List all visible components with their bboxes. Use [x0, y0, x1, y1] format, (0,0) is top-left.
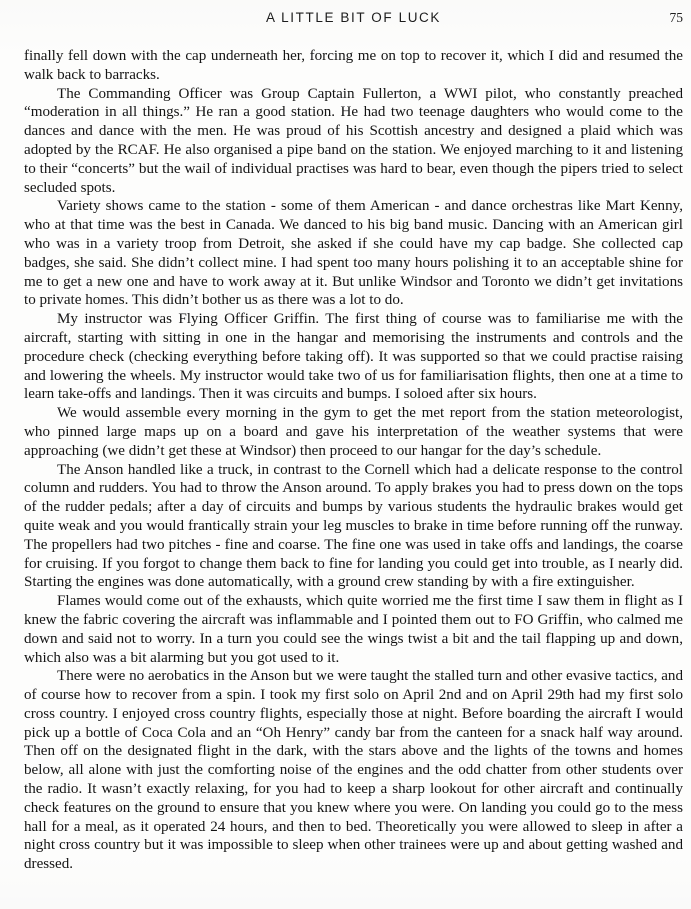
page-body [24, 47, 683, 874]
running-title: A LITTLE BIT OF LUCK [265, 10, 442, 25]
paragraph: Variety shows came to the station - some of them American - and dance orchestras like Mart Kenny, who at that time was the best in Canada. We danced to his big band music. Dancing with an American girl who was in a variety troop from Detroit, she asked if she could have my cap badge. She collected cap badges, she said. She didn’t collect mine. I had spent too many hours polishing it to an acceptable shine for me to get a new one and have to work away at it. But unlike Windsor and Toronto we didn’t get invitations to private homes. This didn’t bother us as there was a lot to do. [24, 198, 683, 309]
paragraph: The Anson handled like a truck, in contrast to the Cornell which had a delicate response to the control column and rudders. You had to throw the Anson around. To apply brakes you had to press down on the tops of the rudder pedals; after a day of circuits and bumps by various students the hydraulic brakes would get quite weak and you would frantically strain your leg muscles to brake in time before running off the runway. The propellers had two pitches - fine and coarse. The fine one was used in take offs and landings, the coarse for cruising. If you forgot to change them back to fine for landing you could get into trouble, as I nearly did. Starting the engines was done automatically, with a ground crew standing by with a fire extinguisher. [24, 461, 683, 591]
paragraph: There were no aerobatics in the Anson but we were taught the stalled turn and other evasive tactics, and of course how to recover from a spin. I took my first solo on April 2nd and on April 29th had my first solo cross country. I enjoyed cross country flights, especially those at night. Before boarding the aircraft I would pick up a bottle of Coca Cola and an “Oh Henry” candy bar from the canteen for a snack half way around. Then off on the designated flight in the dark, with the stars above and the lights of the towns and homes below, all alone with just the comforting noise of the engines and the odd chatter from other students over the radio. It wasn’t exactly relaxing, for you had to keep a sharp lookout for other aircraft and continually check features on the ground to ensure that you knew where you were. On landing you could go to the mess hall for a meal, as it operated 24 hours, and then to bed. Theoretically you were allowed to sleep in after a night cross country but it was impossible to sleep when other trainees were up and about getting washed and dressed. [24, 668, 683, 873]
paragraph: finally fell down with the cap underneath her, forcing me on top to recover it, which I did and resumed the walk back to barracks. [24, 48, 683, 83]
page-number: 75 [669, 10, 683, 25]
page-header [24, 8, 683, 28]
paragraph: We would assemble every morning in the gym to get the met report from the station meteorologist, who pinned large maps up on a board and gave his interpretation of the weather systems that were approaching (we didn’t get these at Windsor) then proceed to our hangar for the day’s schedule. [24, 405, 683, 459]
paragraph: Flames would come out of the exhausts, which quite worried me the first time I saw them in flight as I knew the fabric covering the aircraft was inflammable and I pointed them out to FO Griffin, who calmed me down and said not to worry. In a turn you could see the wings twist a bit and the tail flapping up and down, which also was a bit alarming but you got used to it. [24, 593, 683, 666]
paragraph: My instructor was Flying Officer Griffin. The first thing of course was to familiarise me with the aircraft, starting with sitting in one in the hangar and memorising the instruments and controls and the procedure check (checking everything before taking off). It was supported so that we could practise raising and lowering the wheels. My instructor would take two of us for familiarisation flights, then one at a time to learn take-offs and landings. Then it was circuits and bumps. I soloed after six hours. [24, 311, 683, 403]
paragraph: The Commanding Officer was Group Captain Fullerton, a WWI pilot, who constantly preached “moderation in all things.” He ran a good station. He had two teenage daughters who would come to the dances and dance with the men. He was proud of his Scottish ancestry and designed a plaid which was adopted by the RCAF. He also organised a pipe band on the station. We enjoyed marching to it and listening to their “concerts” but the wail of individual practises was hard to bear, even though the pipers tried to select secluded spots. [24, 85, 683, 196]
